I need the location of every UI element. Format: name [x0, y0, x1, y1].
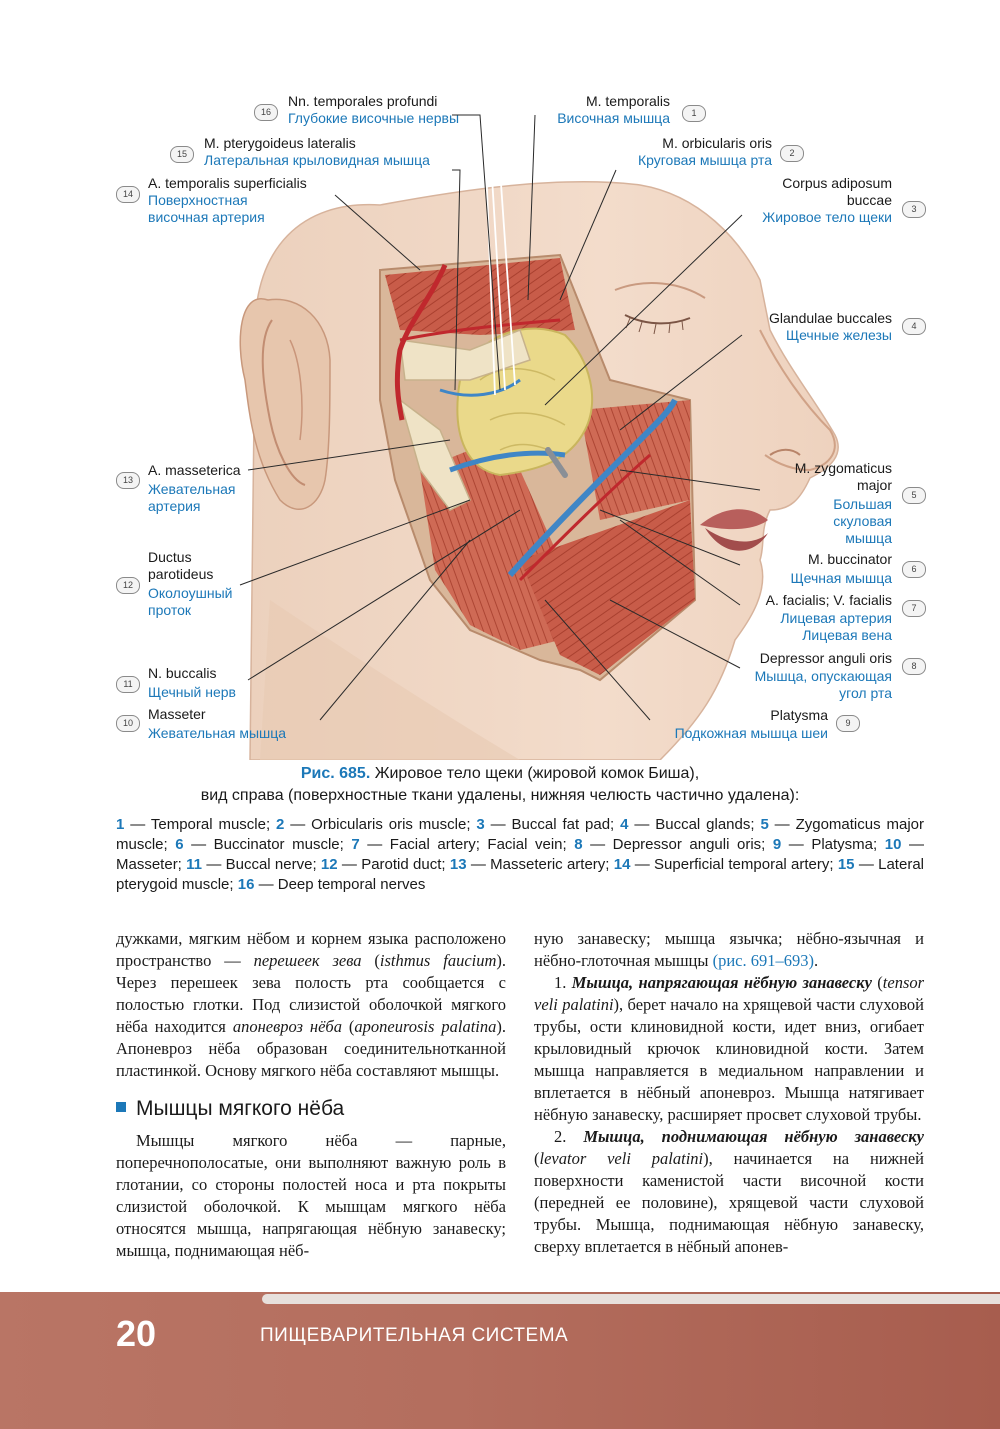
label-5-latin-1: M. zygomaticus: [794, 460, 892, 476]
section-heading: Мышцы мягкого нёба: [116, 1096, 506, 1122]
label-7-russian-2: Лицевая вена: [802, 627, 892, 643]
label-num-9: 9: [836, 715, 860, 732]
legend-text: — Buccal glands;: [628, 816, 761, 833]
legend-text: — Platysma;: [781, 836, 885, 853]
label-6-russian: Щечная мышца: [790, 570, 892, 586]
label-num-8: 8: [902, 658, 926, 675]
label-num-5: 5: [902, 487, 926, 504]
label-num-10: 10: [116, 715, 140, 732]
label-num-12: 12: [116, 577, 140, 594]
legend-num: 14: [613, 856, 631, 873]
label-1-russian: Височная мышца: [557, 110, 670, 126]
label-num-4: 4: [902, 318, 926, 335]
running-section-title: ПИЩЕВАРИТЕЛЬНАЯ СИСТЕМА: [260, 1325, 569, 1346]
right-paragraph-0: ную занавеску; мышца язычка; нёбно-язычная и нёбно-глоточная мышцы (рис. 691–693).: [534, 929, 924, 970]
legend-num: 10: [884, 836, 902, 853]
legend-num: 5: [760, 816, 769, 833]
label-5-russian-1: Большая: [833, 496, 892, 512]
label-7-russian-1: Лицевая артерия: [780, 610, 892, 626]
legend-text: — Temporal muscle;: [124, 816, 277, 833]
legend-text: — Masseter;: [116, 836, 924, 873]
label-13-latin: A. masseterica: [148, 462, 241, 478]
legend-text: — Buccal nerve;: [202, 856, 321, 873]
legend-num: 13: [449, 856, 467, 873]
term-aponeurosis: апоневроз нёба: [232, 1017, 342, 1036]
legend-text: — Zygomaticus major muscle;: [116, 816, 925, 853]
figure-number: Рис. 685.: [300, 765, 371, 782]
caption-line-2: вид справа (поверхностные ткани удалены, нижняя челюсть частично удалена):: [200, 787, 800, 804]
label-16-latin: Nn. temporales profundi: [288, 93, 438, 109]
label-1-latin: M. temporalis: [585, 93, 670, 109]
label-5-latin-2: major: [856, 477, 892, 493]
footer-bar: [262, 1294, 1000, 1304]
legend-num: 3: [476, 816, 485, 833]
left-paragraph-1: дужками, мягким нёбом и корнем языка расположено пространство — перешеек зева (isthmus faucium). Через перешеек зева полость рта сообщается с полостью глотки. Под слизистой оболочкой мягкого нёба находится апоневроз нёба (aponeurosis palatina). Апоневроз нёба образован соединительнотканной пластинкой. Основу мягкого нёба составляют мышцы.: [116, 929, 507, 1080]
legend-text: — Facial artery; Facial vein;: [359, 836, 575, 853]
figure-caption: [100, 763, 900, 807]
latin-tensor: tensor veli palatini: [534, 973, 925, 1014]
figure-reference-link[interactable]: (рис. 691–693): [712, 951, 814, 970]
label-9-russian: Подкожная мышца шеи: [674, 725, 828, 741]
label-14-latin: A. temporalis superficialis: [148, 175, 307, 191]
legend-num: 7: [351, 836, 360, 853]
legend-num: 16: [237, 876, 255, 893]
label-num-6: 6: [902, 561, 926, 578]
label-5-russian-3: мышца: [845, 530, 892, 546]
legend-text: — Depressor anguli oris;: [582, 836, 773, 853]
label-num-15: 15: [170, 146, 194, 163]
right-column: [534, 928, 924, 1258]
figure-legend: [116, 815, 924, 895]
label-15-russian: Латеральная крыловидная мышца: [204, 152, 430, 168]
legend-num: 1: [116, 816, 125, 833]
label-num-7: 7: [902, 600, 926, 617]
label-8-russian-2: угол рта: [839, 685, 892, 701]
label-12-latin-1: Ductus: [148, 549, 192, 565]
label-2-latin: M. orbicularis oris: [662, 135, 772, 151]
legend-text: — Buccal fat pad;: [484, 816, 621, 833]
label-14-russian-2: височная артерия: [148, 209, 265, 225]
label-num-2: 2: [780, 145, 804, 162]
label-7-latin: A. facialis; V. facialis: [765, 592, 892, 608]
term-tensor: Мышца, напрягающая нёбную занавеску: [571, 973, 872, 992]
label-15-latin: M. pterygoideus lateralis: [204, 135, 356, 151]
label-num-11: 11: [116, 676, 140, 693]
legend-num: 12: [320, 856, 338, 873]
label-11-russian: Щечный нерв: [148, 684, 236, 700]
label-2-russian: Круговая мышца рта: [637, 152, 772, 168]
legend-num: 15: [837, 856, 855, 873]
label-13-russian-2: артерия: [148, 498, 201, 514]
label-14-russian-1: Поверхностная: [148, 192, 248, 208]
label-num-13: 13: [116, 472, 140, 489]
label-num-14: 14: [116, 186, 140, 203]
label-8-russian-1: Мышца, опускающая: [754, 668, 892, 684]
label-9-latin: Platysma: [770, 707, 828, 723]
label-3-latin-2: buccae: [846, 192, 892, 208]
latin-aponeurosis: aponeurosis palatina: [354, 1017, 497, 1036]
label-5-russian-2: скуловая: [833, 513, 892, 529]
latin-levator: levator veli palatini: [539, 1149, 704, 1168]
label-12-latin-2: parotideus: [148, 566, 214, 582]
legend-text: — Superficial temporal artery;: [630, 856, 838, 873]
legend-num: 2: [276, 816, 285, 833]
page-number: 20: [116, 1313, 157, 1354]
legend-text: — Lateral pterygoid muscle;: [116, 856, 924, 893]
label-3-latin-1: Corpus adiposum: [782, 175, 892, 191]
label-8-latin: Depressor anguli oris: [759, 650, 892, 666]
left-column: [116, 928, 506, 1262]
label-16-russian: Глубокие височные нервы: [288, 110, 460, 126]
right-paragraph-2: 2. Мышца, поднимающая нёбную занавеску (levator veli palatini), начинается на нижней поверхности каменистой части височной кости (передней ее половине), хрящевой части слуховой трубы. Мышца, поднимающая нёбную занавеску, сверху вплетается в нёбный апонев-: [534, 1127, 924, 1256]
left-paragraph-2: Мышцы мягкого нёба — парные, поперечнополосатые, они выполняют важную роль в глотании, со стороны полостей носа и рта покрыты слизистой оболочкой. К мышцам мягкого нёба относятся мышца, напрягающая нёбную занавеску; мышца, поднимающая нёб-: [116, 1131, 506, 1260]
legend-num: 11: [186, 856, 203, 873]
label-6-latin: M. buccinator: [807, 551, 892, 567]
legend-num: 6: [175, 836, 184, 853]
legend-num: 9: [772, 836, 782, 853]
legend-text: — Deep temporal nerves: [254, 876, 426, 893]
label-11-latin: N. buccalis: [148, 665, 217, 681]
term-isthmus: перешеек зева: [253, 951, 362, 970]
label-10-latin: Masseter: [148, 706, 206, 722]
latin-isthmus: isthmus faucium: [379, 951, 497, 970]
right-paragraph-1: 1. Мышца, напрягающая нёбную занавеску (tensor veli palatini), берет начало на хрящевой части слуховой трубы, ости клиновидной кости, идет вниз, огибает крыловидный крючок клиновидной кости. Затем мышца направляется в медиальном направлении и вплетается в нёбный апоневроз. Мышца натягивает нёбную занавеску, расширяет просвет слуховой трубы.: [534, 973, 925, 1124]
term-levator: Мышца, поднимающая нёбную занавеску: [583, 1127, 924, 1146]
label-10-russian: Жевательная мышца: [148, 725, 287, 741]
label-12-russian-2: проток: [148, 602, 192, 618]
label-3-russian: Жировое тело щеки: [762, 209, 892, 225]
legend-text: — Buccinator muscle;: [183, 836, 352, 853]
label-num-16: 16: [254, 104, 278, 121]
legend-text: — Parotid duct;: [337, 856, 450, 873]
label-num-1: 1: [682, 105, 706, 122]
label-num-3: 3: [902, 201, 926, 218]
legend-text: — Orbicularis oris muscle;: [284, 816, 477, 833]
legend-text: — Masseteric artery;: [466, 856, 614, 873]
label-12-russian-1: Околоушный: [148, 585, 233, 601]
label-4-russian: Щечные железы: [785, 327, 892, 343]
label-13-russian-1: Жевательная: [148, 481, 236, 497]
square-bullet-icon: [116, 1102, 126, 1112]
caption-line-1: Жировое тело щеки (жировой комок Биша),: [370, 765, 700, 782]
legend-num: 8: [574, 836, 583, 853]
legend-num: 4: [620, 816, 629, 833]
label-4-latin: Glandulae buccales: [769, 310, 892, 326]
